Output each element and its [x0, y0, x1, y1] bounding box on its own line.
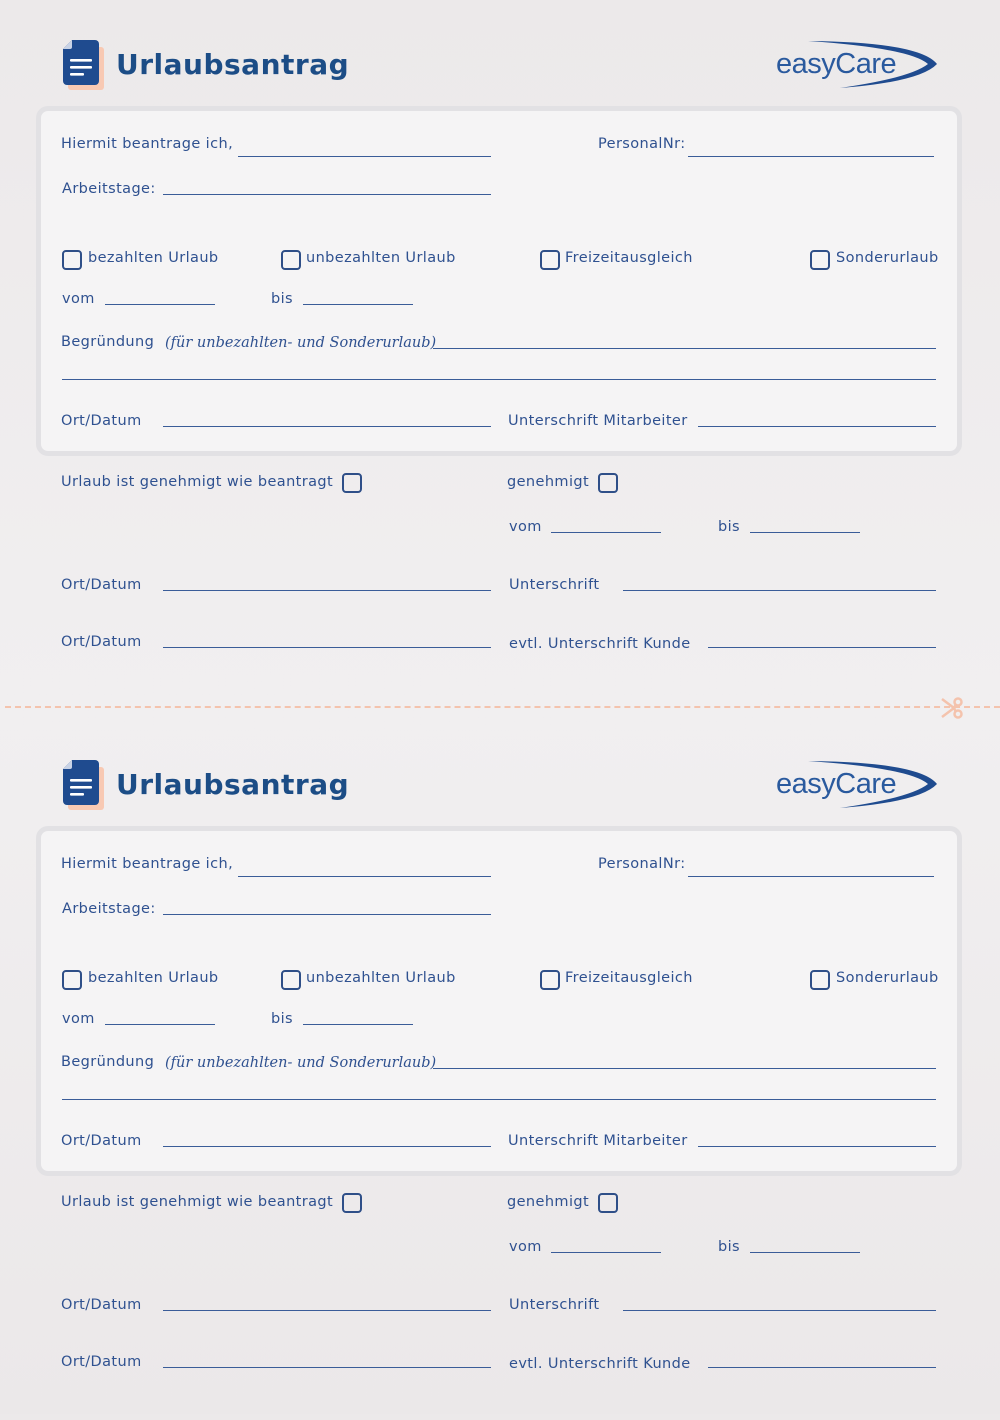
customer-place-date-label: Ort/Datum	[61, 634, 142, 650]
workdays-label: Arbeitstage:	[62, 181, 156, 197]
label-paid-leave: bezahlten Urlaub	[88, 250, 219, 266]
to-label: bis	[271, 291, 293, 307]
approved-as-requested-label: Urlaub ist genehmigt wie beantragt	[61, 474, 334, 490]
checkbox-approved-as-requested[interactable]	[342, 473, 362, 493]
approval-to-label: bis	[718, 519, 740, 535]
approval-from-label: vom	[509, 1239, 542, 1255]
approval-signature-field[interactable]	[623, 1310, 936, 1311]
reason-note: (für unbezahlten- und Sonderurlaub)	[165, 1055, 437, 1071]
employee-signature-field[interactable]	[698, 1146, 936, 1147]
personnel-number-label: PersonalNr:	[598, 856, 686, 872]
customer-signature-label: evtl. Unterschrift Kunde	[509, 636, 691, 652]
document-icon	[62, 39, 106, 91]
customer-signature-field[interactable]	[708, 647, 936, 648]
from-label: vom	[62, 1011, 95, 1027]
to-label: bis	[271, 1011, 293, 1027]
label-time-off-in-lieu: Freizeitausgleich	[565, 970, 693, 986]
applicant-label: Hiermit beantrage ich,	[61, 136, 234, 152]
from-label: vom	[62, 291, 95, 307]
checkbox-time-off-in-lieu[interactable]	[540, 970, 560, 990]
checkbox-special-leave[interactable]	[810, 250, 830, 270]
approval-signature-field[interactable]	[623, 590, 936, 591]
approved-label: genehmigt	[507, 474, 590, 490]
form-title: Urlaubsantrag	[116, 48, 350, 81]
workdays-label: Arbeitstage:	[62, 901, 156, 917]
checkbox-paid-leave[interactable]	[62, 970, 82, 990]
place-date-label: Ort/Datum	[61, 413, 142, 429]
label-special-leave: Sonderurlaub	[836, 250, 939, 266]
place-date-field[interactable]	[163, 426, 491, 427]
customer-place-date-field[interactable]	[163, 1367, 491, 1368]
approval-place-date-label: Ort/Datum	[61, 1297, 142, 1313]
customer-signature-label: evtl. Unterschrift Kunde	[509, 1356, 691, 1372]
approval-from-field[interactable]	[551, 532, 661, 533]
applicant-name-field[interactable]	[238, 156, 491, 157]
customer-signature-field[interactable]	[708, 1367, 936, 1368]
reason-field-line2[interactable]	[62, 1099, 936, 1100]
workdays-field[interactable]	[163, 914, 491, 915]
approval-place-date-label: Ort/Datum	[61, 577, 142, 593]
checkbox-unpaid-leave[interactable]	[281, 250, 301, 270]
checkbox-approved-as-requested[interactable]	[342, 1193, 362, 1213]
request-section	[36, 826, 962, 1176]
document-icon	[62, 759, 106, 811]
cut-line	[5, 706, 1000, 708]
approval-from-field[interactable]	[551, 1252, 661, 1253]
from-date-field[interactable]	[105, 304, 215, 305]
logo-text: easyCare	[776, 768, 897, 800]
place-date-label: Ort/Datum	[61, 1133, 142, 1149]
approved-as-requested-label: Urlaub ist genehmigt wie beantragt	[61, 1194, 334, 1210]
label-special-leave: Sonderurlaub	[836, 970, 939, 986]
to-date-field[interactable]	[303, 304, 413, 305]
reason-field-line2[interactable]	[62, 379, 936, 380]
checkbox-approved[interactable]	[598, 473, 618, 493]
reason-label: Begründung	[61, 334, 155, 350]
place-date-field[interactable]	[163, 1146, 491, 1147]
approval-to-label: bis	[718, 1239, 740, 1255]
label-unpaid-leave: unbezahlten Urlaub	[306, 970, 456, 986]
checkbox-unpaid-leave[interactable]	[281, 970, 301, 990]
employee-signature-field[interactable]	[698, 426, 936, 427]
easycare-logo	[770, 38, 942, 92]
label-paid-leave: bezahlten Urlaub	[88, 970, 219, 986]
reason-field[interactable]	[433, 1068, 936, 1069]
approval-to-field[interactable]	[750, 1252, 860, 1253]
reason-label: Begründung	[61, 1054, 155, 1070]
personnel-number-label: PersonalNr:	[598, 136, 686, 152]
logo-text: easyCare	[776, 48, 897, 80]
easycare-logo	[770, 758, 942, 812]
checkbox-approved[interactable]	[598, 1193, 618, 1213]
reason-note: (für unbezahlten- und Sonderurlaub)	[165, 335, 437, 351]
leave-request-form	[0, 0, 1000, 700]
employee-signature-label: Unterschrift Mitarbeiter	[508, 413, 688, 429]
customer-place-date-label: Ort/Datum	[61, 1354, 142, 1370]
from-date-field[interactable]	[105, 1024, 215, 1025]
workdays-field[interactable]	[163, 194, 491, 195]
approved-label: genehmigt	[507, 1194, 590, 1210]
approval-signature-label: Unterschrift	[509, 1297, 600, 1313]
scissors-icon	[940, 696, 966, 720]
request-section	[36, 106, 962, 456]
approval-from-label: vom	[509, 519, 542, 535]
customer-place-date-field[interactable]	[163, 647, 491, 648]
checkbox-time-off-in-lieu[interactable]	[540, 250, 560, 270]
applicant-name-field[interactable]	[238, 876, 491, 877]
approval-place-date-field[interactable]	[163, 1310, 491, 1311]
approval-to-field[interactable]	[750, 532, 860, 533]
approval-place-date-field[interactable]	[163, 590, 491, 591]
personnel-number-field[interactable]	[688, 876, 934, 877]
checkbox-paid-leave[interactable]	[62, 250, 82, 270]
to-date-field[interactable]	[303, 1024, 413, 1025]
label-time-off-in-lieu: Freizeitausgleich	[565, 250, 693, 266]
approval-signature-label: Unterschrift	[509, 577, 600, 593]
employee-signature-label: Unterschrift Mitarbeiter	[508, 1133, 688, 1149]
label-unpaid-leave: unbezahlten Urlaub	[306, 250, 456, 266]
applicant-label: Hiermit beantrage ich,	[61, 856, 234, 872]
checkbox-special-leave[interactable]	[810, 970, 830, 990]
reason-field[interactable]	[433, 348, 936, 349]
personnel-number-field[interactable]	[688, 156, 934, 157]
form-title: Urlaubsantrag	[116, 768, 350, 801]
leave-request-form	[0, 720, 1000, 1420]
